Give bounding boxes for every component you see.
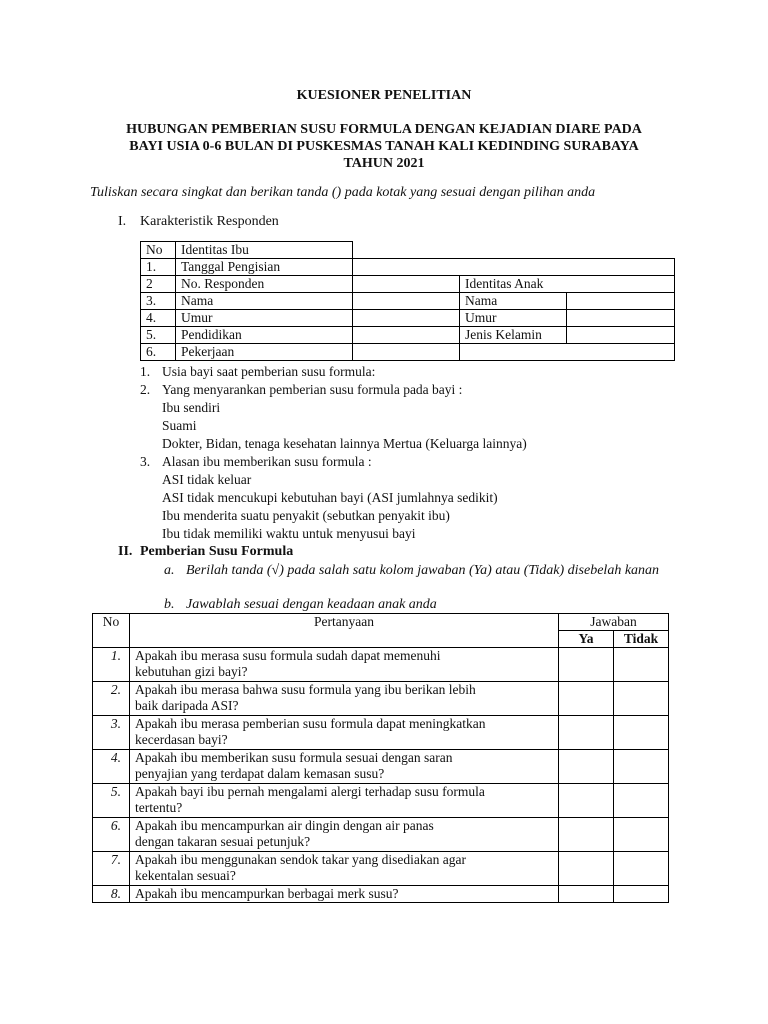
section-1-heading	[118, 214, 279, 230]
answer-cell[interactable]	[567, 327, 675, 344]
option-text[interactable]: Ibu sendiri	[162, 400, 221, 415]
row-number: 6.	[93, 818, 130, 852]
list-item	[140, 381, 527, 453]
answer-cell[interactable]	[460, 344, 675, 361]
answer-cell[interactable]	[353, 259, 675, 276]
pertanyaan-table	[92, 613, 669, 903]
answer-cell[interactable]	[567, 293, 675, 310]
section-number: II.	[118, 544, 133, 559]
cell-label: Umur	[176, 310, 353, 327]
table-row	[141, 259, 675, 276]
question-text: Alasan ibu memberikan susu formula :	[162, 454, 372, 469]
table-row	[93, 716, 669, 750]
answer-cell[interactable]	[567, 310, 675, 327]
question-number: 2.	[140, 382, 151, 397]
cell-no: No	[141, 242, 176, 259]
cell-no: 4.	[141, 310, 176, 327]
question-text: Yang menyarankan pemberian susu formula pada bayi :	[162, 382, 463, 397]
table-row	[141, 327, 675, 344]
cell-label: Nama	[176, 293, 353, 310]
answer-ya-cell[interactable]	[559, 784, 614, 818]
cell-no: 6.	[141, 344, 176, 361]
subtitle-line: BAYI USIA 0-6 BULAN DI PUSKESMAS TANAH KALI KEDINDING SURABAYA	[129, 139, 639, 154]
answer-ya-cell[interactable]	[559, 716, 614, 750]
instruction-text: Jawablah sesuai dengan keadaan anak anda	[186, 597, 437, 612]
page-title: KUESIONER PENELITIAN	[296, 88, 472, 103]
cell-no: 5.	[141, 327, 176, 344]
option-text[interactable]: Suami	[162, 418, 197, 433]
table-row	[141, 276, 675, 293]
answer-tidak-cell[interactable]	[614, 886, 669, 903]
cell-blank	[353, 242, 675, 259]
question-line: Apakah ibu merasa pemberian susu formula dapat meningkatkan	[135, 716, 486, 731]
cell-label: No. Responden	[176, 276, 353, 293]
cell-label: Identitas Ibu	[176, 242, 353, 259]
question-line: Apakah bayi ibu pernah mengalami alergi terhadap susu formula	[135, 784, 485, 799]
section-2-heading	[118, 544, 293, 560]
question-cell	[130, 852, 559, 886]
question-list	[140, 363, 527, 543]
table-header-row	[93, 614, 669, 631]
question-line: kebutuhan gizi bayi?	[135, 664, 248, 679]
header-tidak: Tidak	[614, 631, 669, 648]
table-row	[141, 344, 675, 361]
answer-tidak-cell[interactable]	[614, 716, 669, 750]
row-number: 2.	[93, 682, 130, 716]
answer-ya-cell[interactable]	[559, 886, 614, 903]
answer-tidak-cell[interactable]	[614, 818, 669, 852]
question-line: Apakah ibu merasa bahwa susu formula yang ibu berikan lebih	[135, 682, 476, 697]
cell-right-label: Jenis Kelamin	[460, 327, 567, 344]
question-cell	[130, 648, 559, 682]
question-number: 1.	[140, 364, 151, 379]
question-number: 3.	[140, 454, 151, 469]
answer-ya-cell[interactable]	[559, 750, 614, 784]
table-row	[93, 648, 669, 682]
question-cell	[130, 682, 559, 716]
row-number: 5.	[93, 784, 130, 818]
option-text[interactable]: ASI tidak mencukupi kebutuhan bayi (ASI jumlahnya sedikit)	[162, 490, 498, 505]
answer-ya-cell[interactable]	[559, 852, 614, 886]
subtitle-line: TAHUN 2021	[343, 156, 425, 171]
header-jawaban: Jawaban	[559, 614, 669, 631]
answer-ya-cell[interactable]	[559, 818, 614, 852]
table-row	[141, 293, 675, 310]
cell-label: Pekerjaan	[176, 344, 353, 361]
table-row	[93, 750, 669, 784]
section-number: I.	[118, 214, 127, 229]
answer-tidak-cell[interactable]	[614, 750, 669, 784]
answer-cell[interactable]	[353, 327, 460, 344]
question-line: baik daripada ASI?	[135, 698, 239, 713]
question-line: Apakah ibu mencampurkan berbagai merk susu?	[135, 886, 399, 901]
cell-no: 2	[141, 276, 176, 293]
answer-cell[interactable]	[353, 310, 460, 327]
question-line: Apakah ibu mencampurkan air dingin dengan air panas	[135, 818, 434, 833]
table-row	[93, 852, 669, 886]
cell-label: Tanggal Pengisian	[176, 259, 353, 276]
question-cell	[130, 886, 559, 903]
header-no: No	[93, 614, 130, 648]
question-cell	[130, 716, 559, 750]
answer-ya-cell[interactable]	[559, 682, 614, 716]
table-row	[141, 242, 675, 259]
section-label: Karakteristik Responden	[140, 214, 279, 229]
cell-right-label: Umur	[460, 310, 567, 327]
question-cell	[130, 784, 559, 818]
question-line: Apakah ibu memberikan susu formula sesuai dengan saran	[135, 750, 453, 765]
instruction-letter: b.	[164, 597, 175, 612]
question-line: Apakah ibu menggunakan sendok takar yang disediakan agar	[135, 852, 467, 867]
question-line: tertentu?	[135, 800, 183, 815]
answer-tidak-cell[interactable]	[614, 784, 669, 818]
page-subtitle	[0, 121, 768, 172]
answer-cell[interactable]	[353, 276, 460, 293]
header-ya: Ya	[559, 631, 614, 648]
table-row	[93, 886, 669, 903]
answer-tidak-cell[interactable]	[614, 852, 669, 886]
answer-tidak-cell[interactable]	[614, 648, 669, 682]
question-line: kecerdasan bayi?	[135, 732, 228, 747]
list-item	[140, 363, 527, 381]
table-row	[93, 818, 669, 852]
table-row	[141, 310, 675, 327]
question-cell	[130, 750, 559, 784]
row-number: 8.	[93, 886, 130, 903]
subtitle-line: HUBUNGAN PEMBERIAN SUSU FORMULA DENGAN KEJADIAN DIARE PADA	[126, 122, 642, 137]
question-line: dengan takaran sesuai petunjuk?	[135, 834, 311, 849]
answer-ya-cell[interactable]	[559, 648, 614, 682]
cell-label: Pendidikan	[176, 327, 353, 344]
answer-tidak-cell[interactable]	[614, 682, 669, 716]
row-number: 3.	[93, 716, 130, 750]
answer-cell[interactable]	[353, 344, 460, 361]
answer-cell[interactable]	[353, 293, 460, 310]
option-text[interactable]: Ibu menderita suatu penyakit (sebutkan penyakit ibu)	[162, 508, 450, 523]
instruction-a	[164, 562, 676, 579]
question-line: Apakah ibu merasa susu formula sudah dapat memenuhi	[135, 648, 441, 663]
header-pertanyaan: Pertanyaan	[130, 614, 559, 648]
cell-right-label: Nama	[460, 293, 567, 310]
row-number: 4.	[93, 750, 130, 784]
question-line: penyajian yang terdapat dalam kemasan susu?	[135, 766, 385, 781]
option-text[interactable]: Ibu tidak memiliki waktu untuk menyusui bayi	[162, 526, 416, 541]
question-cell	[130, 818, 559, 852]
section-label: Pemberian Susu Formula	[140, 544, 294, 559]
cell-right-label: Identitas Anak	[460, 276, 675, 293]
question-line: kekentalan sesuai?	[135, 868, 236, 883]
table-row	[93, 682, 669, 716]
instruction-text: Tuliskan secara singkat dan berikan tanda () pada kotak yang sesuai dengan pilihan anda	[90, 185, 596, 200]
question-text: Usia bayi saat pemberian susu formula:	[162, 364, 376, 379]
cell-no: 3.	[141, 293, 176, 310]
cell-no: 1.	[141, 259, 176, 276]
option-text[interactable]: ASI tidak keluar	[162, 472, 252, 487]
karakteristik-table	[140, 241, 675, 361]
table-row	[93, 784, 669, 818]
option-text[interactable]: Dokter, Bidan, tenaga kesehatan lainnya Mertua (Keluarga lainnya)	[162, 436, 527, 451]
instruction-b	[164, 596, 676, 613]
list-item	[140, 453, 527, 543]
instruction-text: Berilah tanda (√) pada salah satu kolom jawaban (Ya) atau (Tidak) disebelah kanan	[186, 563, 660, 578]
row-number: 7.	[93, 852, 130, 886]
row-number: 1.	[93, 648, 130, 682]
instruction-letter: a.	[164, 563, 175, 578]
